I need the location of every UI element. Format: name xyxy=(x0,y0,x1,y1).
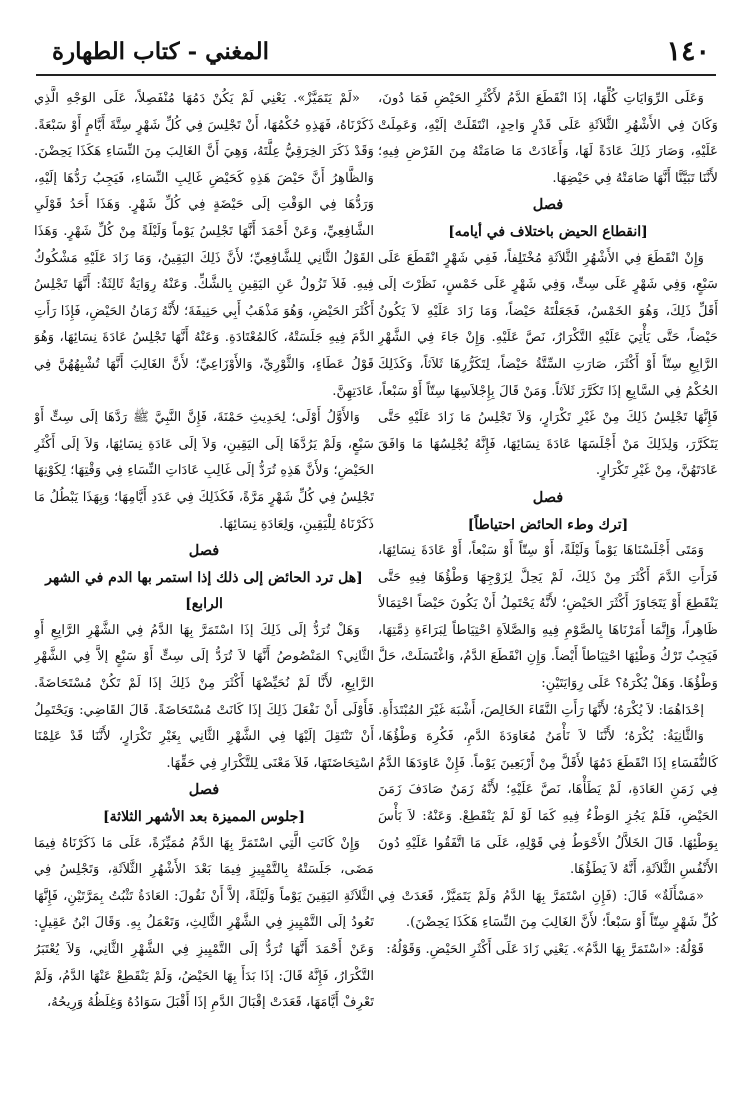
section-title: [هل ترد الحائض إلى ذلك إذا استمر بها الدم في الشهر الرابع] xyxy=(45,569,363,613)
section-label: فصل xyxy=(188,781,220,799)
paragraph: وَمَتَى أَجْلَسْنَاهَا يَوْماً وَلَيْلَةً، أَوْ سِتّاً أَوْ سَبْعاً، أَوْ عَادَةَ نِسَائِهَا، فَرَأَتِ الدَّمَ أَكْثَرَ مِنْ ذَلِكَ، لَمْ يَحِلَّ لِزَوْجِهَا وَطْؤُهَا فِيهِ حَتَّى يَنْقَطِعَ أَوْ يَتَجَاوَزَ أَكْثَرَ الحَيْضِ؛ لأَنَّهُ يَحْتَمِلُ أَنْ يَكُونَ حَيْضاً احْتِمَالاً ظَاهِراً، وَإِنَّمَا أَمَرْنَاهَا بِالصَّوْمِ فِيهِ وَالصَّلاَةِ احْتِيَاطاً لِبَرَاءَةِ ذِمَّتِهَا، فَيَجِبُ تَرْكُ وَطْئِهَا احْتِيَاطاً أَيْضاً. وَإِنِ انْقَطَعَ الدَّمُ، وَاغْتَسَلَتْ، حَلَّ وَطْؤُهَا. وَهَلْ يُكْرَهُ؟ عَلَى رِوَايَتَيْنِ: xyxy=(378,543,718,692)
section-title: [انقطاع الحيض باختلاف في أيامه] xyxy=(448,223,648,240)
page-number: ١٤٠ xyxy=(666,36,710,67)
running-title: المغني - كتاب الطهارة xyxy=(52,38,270,65)
paragraph: وَالثَّانِيَةُ: يُكْرَهُ؛ لأَنَّنَا لاَ نَأْمَنُ مُعَاوَدَةَ الدَّمِ، فَكُرِهَ وَطْؤُهَا، كَالنُّفَسَاءِ إذَا انْقَطَعَ دَمُهَا لأَقَلَّ مِنْ أَرْبَعِينَ يَوْماً. فَإِنْ عَاوَدَهَا الدَّمُ فِي زَمَنِ العَادَةِ، لَمْ يَطَأْهَا، نَصَّ عَلَيْهِ؛ لأَنَّهُ زَمَنٌ صَادَفَ زَمَنَ الحَيْضِ، فَلَمْ يَجُزِ الوَطْءُ فِيهِ كَمَا لَوْ لَمْ يَنْقَطِعْ. وَعَنْهُ: لاَ بَأْسَ بِوَطْئِهَا. قَالَ الخَلاَّلُ الأَحْوَطُ فِي قَوْلِهِ، عَلَى مَا اتَّفَقُوا عَلَيْهِ دُونَ الأَنْفُسِ الثَّلاَثَةِ، أَنَّهُ لاَ يَطَؤُهَا. xyxy=(378,729,718,878)
paragraph: إحْدَاهُمَا: لاَ يُكْرَهُ؛ لأَنَّهَا رَأَتِ النَّقَاءَ الخَالِصَ، أَشْبَهَ غَيْرَ المُبْتَدَأَةِ. xyxy=(378,702,704,718)
paragraph: وَهَلْ تُرَدُّ إلَى ذَلِكَ إذَا اسْتَمَرَّ بِهَا الدَّمُ فِي الشَّهْرِ الرَّابِعِ أَوِ الثَّانِي؟ المَنْصُوصُ أَنَّهَا لاَ تُرَدُّ إلَى سِتٍّ أَوْ سَبْعٍ إلاَّ فِي الشَّهْرِ الرَّابِعِ، لأَنَّا لَمْ نُحَيِّضْهَا أَكْثَرَ مِنْ ذَلِكَ إذَا لَمْ تَكُنْ مُسْتَحَاضَةً. فَأَوْلَى أَنْ نَفْعَلَ ذَلِكَ إذَا كَانَتْ مُسْتَحَاضَةً. قَالَ القَاضِي: وَيَحْتَمِلُ أَنْ تَنْتَقِلَ إلَيْهَا فِي الشَّهْرِ الثَّانِي بِغَيْرِ تَكْرَارٍ، لأَنَّنَا قَدْ عَلِمْنَا اسْتِحَاضَتَهَا، فَلاَ مَعْنَى لِلتَّكْرَارِ فِي حَقِّهَا. xyxy=(34,622,374,771)
paragraph: وَإِنْ كَانَتِ الَّتِي اسْتَمَرَّ بِهَا الدَّمُ مُمَيِّزَةً، عَلَى مَا ذَكَرْنَاهُ فِيمَا مَضَى، جَلَسَتْهُ بِالتَّمْيِيزِ فِيمَا بَعْدَ الأَشْهُرِ الثَّلاَثَةِ، وَتَجْلِسُ فِي الثَّلاَثَةِ اليَقِينَ يَوْماً وَلَيْلَةً، إلاَّ أَنْ نَقُولَ: العَادَةُ تَثْبُتُ بِمَرَّتَيْنِ، فَإِنَّهَا تَعُودُ إلَى التَّمْيِيزِ فِي الشَّهْرِ الثَّالِثِ، وَتَعْمَلُ بِهِ. وَقَالَ ابْنُ عَقِيلٍ: وَعَنْ أَحْمَدَ أَنَّهَا تُرَدُّ إلَى التَّمْيِيزِ فِي الشَّهْرِ الثَّانِي، وَلاَ يُعْتَبَرُ التَّكْرَارُ، فَإِنَّهُ قَالَ: إذَا بَدَأَ بِهَا الحَيْضُ، وَلَمْ يَنْقَطِعْ عَنْهَا الدَّمُ، وَلَمْ تَعْرِفْ أَيَّامَهَا، قَعَدَتْ إقْبَالَ الدَّمِ إذَا أَقْبَلَ سَوَادُهُ وَغِلَظُهُ وَرِيحُهُ، xyxy=(34,835,374,1011)
paragraph: «لَمْ يَتَمَيَّزْ». يَعْنِي لَمْ يَكُنْ دَمُهَا مُنْفَصِلاً، عَلَى الوَجْهِ الَّذِي ذَكَرْنَاهُ، فَهَذِهِ حُكْمُهَا، أَنْ تَجْلِسَ فِي كُلِّ شَهْرٍ سِتَّةَ أَيَّامٍ أَوْ سَبْعَةً. وَقَدْ ذَكَرَ الخِرَقِيُّ عِلَّتَهُ، وَهِيَ أَنَّ الغَالِبَ مِنَ النِّسَاءِ هَكَذَا يَحِضْنَ. وَالظَّاهِرُ أَنَّ حَيْضَ هَذِهِ كَحَيْضِ غَالِبِ النِّسَاءِ، فَيَجِبُ رَدُّهَا إلَيْهِ، وَرَدُّهَا فِي الوَقْتِ إلَى حَيْضَةٍ فِي كُلِّ شَهْرٍ. وَهَذَا أَحَدُ قَوْلَيِ الشَّافِعِيِّ، وَعَنْ أَحْمَدَ أَنَّهَا تَجْلِسُ يَوْماً وَلَيْلَةً مِنْ كُلِّ شَهْرٍ. وَهَذَا القَوْلُ الثَّانِي لِلشَّافِعِيِّ؛ لأَنَّ ذَلِكَ اليَقِينُ، وَمَا زَادَ عَلَيْهِ مَشْكُوكٌ فِيهِ. فَلاَ تَزُولُ عَنِ اليَقِينِ بِالشَّكِّ. وَعَنْهُ رِوَايَةٌ ثَالِثَةٌ: أَنَّهَا تَجْلِسُ أَكْثَرَ الحَيْضِ، وَهُوَ مَذْهَبُ أَبِي حَنِيفَةَ؛ لأَنَّهُ زَمَانُ الحَيْضِ، فَإِذَا رَأَتِ الدَّمَ فِيهِ جَلَسَتْهُ، كَالمُعْتَادَةِ. وَعَنْهُ أَنَّهَا تَجْلِسُ عَادَةَ نِسَائِهَا، وَهُوَ قَوْلُ عَطَاءٍ، وَالثَّوْرِيِّ، وَالأَوْزَاعِيِّ؛ لأَنَّ الغَالِبَ أَنَّهَا تُشْبِهُهُنَّ فِي عَادَتِهِنَّ. xyxy=(34,91,374,399)
paragraph: «مَسْأَلَةٌ» قَالَ: (فَإِنِ اسْتَمَرَّ بِهَا الدَّمُ وَلَمْ يَتَمَيَّزْ، قَعَدَتْ فِي كُلِّ شَهْرٍ سِتّاً أَوْ سَبْعاً؛ لأَنَّ الغَالِبَ مِنَ النِّسَاءِ هَكَذَا يَحِضْنَ). xyxy=(378,888,718,931)
section-label: فصل xyxy=(532,196,564,214)
section-title: [جلوس المميزة بعد الأشهر الثلاثة] xyxy=(103,809,305,826)
paragraph: قَوْلُهُ: «اسْتَمَرَّ بِهَا الدَّمُ». يَعْنِي زَادَ عَلَى أَكْثَرِ الحَيْضِ. وَقَوْلُهُ: xyxy=(386,942,704,957)
section-label: فصل xyxy=(532,488,564,506)
paragraph: وَالأَوَّلُ أَوْلَى؛ لِحَدِيثِ حَمْنَةَ، فَإِنَّ النَّبِيَّ ﷺ رَدَّهَا إلَى سِتٍّ أَوْ سَبْعٍ، وَلَمْ يَرُدَّهَا إلَى اليَقِينِ، وَلاَ إلَى عَادَةِ نِسَائِهَا، وَلاَ إلَى أَكْثَرِ الحَيْضِ؛ وَلأَنَّ هَذِهِ تُرَدُّ إلَى غَالِبِ عَادَاتِ النِّسَاءِ فِي وَقْتِهَا؛ لِكَوْنِهَا تَجْلِسُ فِي كُلِّ شَهْرٍ مَرَّةً، فَكَذَلِكَ فِي عَدَدِ أَيَّامِهَا؛ وَبِهَذَا يَبْطُلُ مَا ذَكَرْنَاهُ لِلْيَقِينِ، وَلِعَادَةِ نِسَائِهَا. xyxy=(34,410,374,532)
paragraph: وَعَلَى الرِّوَايَاتِ كُلِّهَا، إذَا انْقَطَعَ الدَّمُ لأَكْثَرِ الحَيْضِ فَمَا دُونَ، وَكَانَ فِي الأَشْهُرِ الثَّلاَثَةِ عَلَى قَدْرٍ وَاحِدٍ، انْتَقَلَتْ إلَيْهِ، وَعَمِلَتْ عَلَيْهِ، وَصَارَ ذَلِكَ عَادَةً لَهَا، وَأَعَادَتْ مَا صَامَتْهُ مِنَ الفَرْضِ فِيهِ؛ لأَنَّنَا تَبَيَّنَّا أَنَّهَا صَامَتْهُ فِي حَيْضِهَا. xyxy=(378,91,718,186)
left-text-column xyxy=(34,86,374,1086)
section-title: [ترك وطء الحائض احتياطاً] xyxy=(467,516,629,533)
section-label: فصل xyxy=(188,542,220,560)
header-rule xyxy=(36,74,716,76)
page-header xyxy=(34,30,718,70)
right-text-column xyxy=(378,86,718,1086)
paragraph: وَإِنْ انْقَطَعَ فِي الأَشْهُرِ الثَّلاَثَةِ مُخْتَلِفاً، فَفِي شَهْرٍ انْقَطَعَ عَلَى سَبْعٍ، وَفِي شَهْرٍ عَلَى سِتٍّ، وَفِي شَهْرٍ عَلَى خَمْسٍ، نَظَرْتَ إلَى أَقَلِّ ذَلِكَ، وَهُوَ الخَمْسُ، فَجَعَلْتَهُ حَيْضاً، وَمَا زَادَ عَلَيْهِ لاَ يَكُونُ حَيْضاً، حَتَّى يَأْتِيَ عَلَيْهِ التَّكْرَارُ، نَصَّ عَلَيْهِ. وَإِنْ جَاءَ فِي الشَّهْرِ الرَّابِعِ سِتّاً أَوْ أَكْثَرَ، صَارَتِ السِّتَّةُ حَيْضاً، لِتَكَرُّرِهَا ثَلاَثاً، وَكَذَلِكَ الحُكْمُ فِي السَّابِعِ إذَا تَكَرَّرَ ثَلاَثاً. وَمَنْ قَالَ بِإِجْلاَسِهَا سِتّاً أَوْ سَبْعاً، فَإِنَّهَا تَجْلِسُ ذَلِكَ مِنْ غَيْرِ تَكْرَارٍ، وَلاَ تَجْلِسُ مَا زَادَ عَلَيْهِ حَتَّى يَتَكَرَّرَ، وَلِذَلِكَ مَنْ أَجْلَسَهَا عَادَةَ نِسَائِهَا، فَإِنَّهُ يُجْلِسُهَا مَا وَافَقَ عَادَتَهُنَّ، مِنْ غَيْرِ تَكْرَارٍ. xyxy=(378,250,718,479)
